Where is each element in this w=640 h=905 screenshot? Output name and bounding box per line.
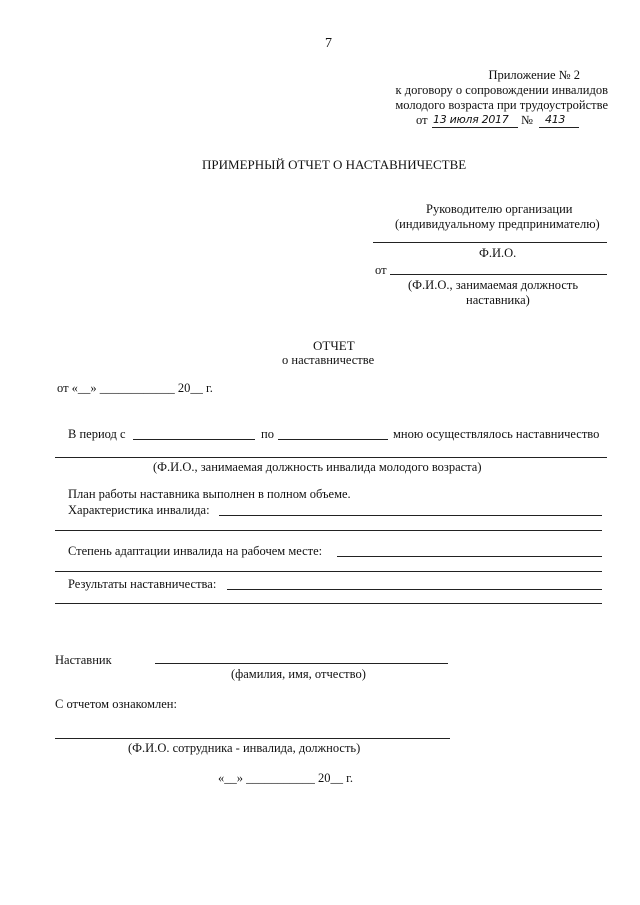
mentor-caption: (фамилия, имя, отчество) — [231, 667, 366, 681]
adaptation-label: Степень адаптации инвалида на рабочем месте: — [68, 544, 323, 558]
document-title: ПРИМЕРНЫЙ ОТЧЕТ О НАСТАВНИЧЕСТВЕ — [202, 157, 467, 172]
appendix-handwritten-date: 13 июля 2017 — [433, 113, 509, 126]
appendix-number-prefix: № — [521, 113, 533, 127]
mentor-label: Наставник — [55, 653, 112, 667]
employee-caption: (Ф.И.О. сотрудника - инвалида, должность) — [128, 741, 361, 755]
addressee-fio-caption: Ф.И.О. — [479, 246, 517, 260]
appendix-date-underline — [432, 127, 518, 128]
appendix-handwritten-number: 413 — [545, 113, 566, 126]
from-prefix: от — [375, 263, 387, 277]
addressee-fio-line — [373, 242, 607, 243]
period-from-line — [133, 439, 255, 440]
mentor-line — [155, 663, 448, 664]
from-caption-1: (Ф.И.О., занимаемая должность — [408, 278, 579, 292]
final-date-line: «__» ___________ 20__ г. — [218, 771, 353, 785]
results-label: Результаты наставничества: — [68, 577, 217, 591]
period-to-line — [278, 439, 388, 440]
results-line-1 — [227, 589, 602, 590]
from-caption-2: наставника) — [466, 293, 530, 307]
addressee-line-1: Руководителю организации — [426, 202, 573, 216]
results-line-2 — [55, 603, 602, 604]
invalid-fio-line — [55, 457, 607, 458]
from-line — [390, 274, 607, 275]
period-end-text: мною осуществлялось наставничество — [393, 427, 600, 441]
period-from-label: В период с — [68, 427, 126, 441]
employee-line — [55, 738, 450, 739]
report-date-line: от «__» ____________ 20__ г. — [57, 381, 213, 395]
characteristic-line-1 — [219, 515, 602, 516]
appendix-date-prefix: от — [416, 113, 428, 127]
appendix-number-underline — [539, 127, 579, 128]
invalid-caption: (Ф.И.О., занимаемая должность инвалида молодого возраста) — [153, 460, 482, 474]
characteristic-label: Характеристика инвалида: — [68, 503, 210, 517]
page-number: 7 — [325, 36, 332, 51]
report-subtitle: о наставничестве — [282, 353, 375, 367]
appendix-line-1: Приложение № 2 — [488, 68, 580, 82]
adaptation-line-2 — [55, 571, 602, 572]
acknowledged-label: С отчетом ознакомлен: — [55, 697, 177, 711]
plan-done-text: План работы наставника выполнен в полном объеме. — [68, 487, 351, 501]
adaptation-line-1 — [337, 556, 602, 557]
period-to-label: по — [261, 427, 274, 441]
appendix-line-2: к договору о сопровождении инвалидов — [395, 83, 608, 97]
appendix-line-3: молодого возраста при трудоустройстве — [395, 98, 608, 112]
addressee-line-2: (индивидуальному предпринимателю) — [395, 217, 600, 231]
characteristic-line-2 — [55, 530, 602, 531]
report-title: ОТЧЕТ — [313, 338, 355, 353]
